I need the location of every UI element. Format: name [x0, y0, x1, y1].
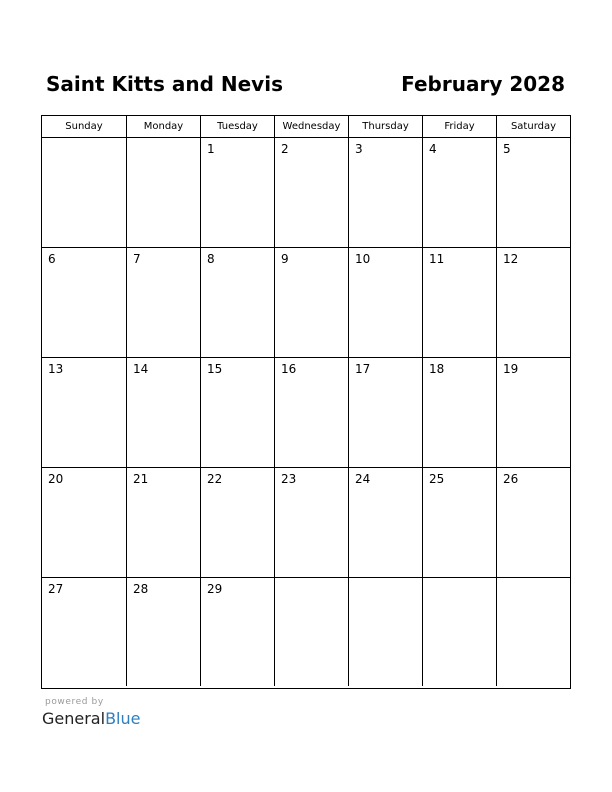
day-number: 5: [503, 142, 511, 156]
powered-by-label: powered by: [45, 697, 104, 707]
day-cell: [201, 248, 275, 357]
day-number: 14: [133, 362, 149, 376]
day-number: 19: [503, 362, 519, 376]
day-cell: [42, 578, 127, 686]
day-cell: [275, 248, 349, 357]
weekday-monday: Monday: [127, 116, 201, 137]
day-number: 23: [281, 472, 297, 486]
day-cell: [349, 138, 423, 247]
day-number: 3: [355, 142, 363, 156]
day-cell: [275, 138, 349, 247]
weekday-saturday: Saturday: [510, 121, 557, 132]
day-number: 26: [503, 472, 519, 486]
day-cell: [423, 138, 497, 247]
day-number: 27: [48, 582, 64, 596]
day-cell: [127, 578, 201, 686]
day-cell: [201, 358, 275, 467]
weekday-wednesday: Wednesday: [275, 116, 349, 137]
weekday-tuesday: Tuesday: [201, 116, 275, 137]
day-cell: [275, 358, 349, 467]
day-number: 21: [133, 472, 149, 486]
day-number: 17: [355, 362, 371, 376]
day-number: 7: [133, 252, 141, 266]
day-number: 13: [48, 362, 64, 376]
week-row-1: [42, 138, 570, 248]
day-number: 2: [281, 142, 289, 156]
week-row-5: [42, 578, 570, 686]
day-cell: [423, 468, 497, 577]
day-number: 22: [207, 472, 223, 486]
day-cell: [42, 468, 127, 577]
day-number: 1: [207, 142, 215, 156]
day-number: 20: [48, 472, 64, 486]
day-cell: [201, 468, 275, 577]
calendar-grid: [41, 115, 571, 689]
country-title: Saint Kitts and Nevis: [46, 72, 283, 96]
day-cell: [42, 138, 127, 247]
week-row-2: [42, 248, 570, 358]
day-cell: [201, 138, 275, 247]
day-number: 24: [355, 472, 371, 486]
day-number: 15: [207, 362, 223, 376]
day-cell: [127, 248, 201, 357]
day-cell: [497, 468, 570, 577]
brand-logo[interactable]: [42, 709, 140, 728]
day-number: 9: [281, 252, 289, 266]
day-cell: [275, 578, 349, 686]
day-cell: [423, 248, 497, 357]
day-number: 8: [207, 252, 215, 266]
day-number: 6: [48, 252, 56, 266]
day-cell: [127, 358, 201, 467]
day-number: 29: [207, 582, 223, 596]
day-cell: [497, 358, 570, 467]
weekday-sunday: Sunday: [42, 116, 127, 137]
day-number: 10: [355, 252, 371, 266]
day-number: 25: [429, 472, 445, 486]
day-cell: [349, 468, 423, 577]
day-number: 11: [429, 252, 445, 266]
day-cell: [275, 468, 349, 577]
brand-name-general: General: [42, 709, 106, 728]
day-cell: [349, 578, 423, 686]
weekday-header-row: [42, 116, 570, 138]
week-row-3: [42, 358, 570, 468]
day-number: 16: [281, 362, 297, 376]
day-cell: [127, 138, 201, 247]
day-number: 28: [133, 582, 149, 596]
day-number: 4: [429, 142, 437, 156]
weekday-friday: Friday: [423, 116, 497, 137]
day-cell: [423, 358, 497, 467]
footer-branding: [42, 697, 140, 728]
day-cell: [349, 248, 423, 357]
day-cell: [42, 358, 127, 467]
day-cell: [497, 248, 570, 357]
day-cell: [423, 578, 497, 686]
brand-name-blue: Blue: [105, 709, 141, 728]
week-row-4: [42, 468, 570, 578]
day-number: 12: [503, 252, 519, 266]
month-year-title: February 2028: [401, 72, 565, 96]
day-cell: [42, 248, 127, 357]
day-cell: [201, 578, 275, 686]
day-number: 18: [429, 362, 445, 376]
day-cell: [497, 138, 570, 247]
weekday-thursday: Thursday: [349, 116, 423, 137]
day-cell: [127, 468, 201, 577]
day-cell: [497, 578, 570, 686]
day-cell: [349, 358, 423, 467]
